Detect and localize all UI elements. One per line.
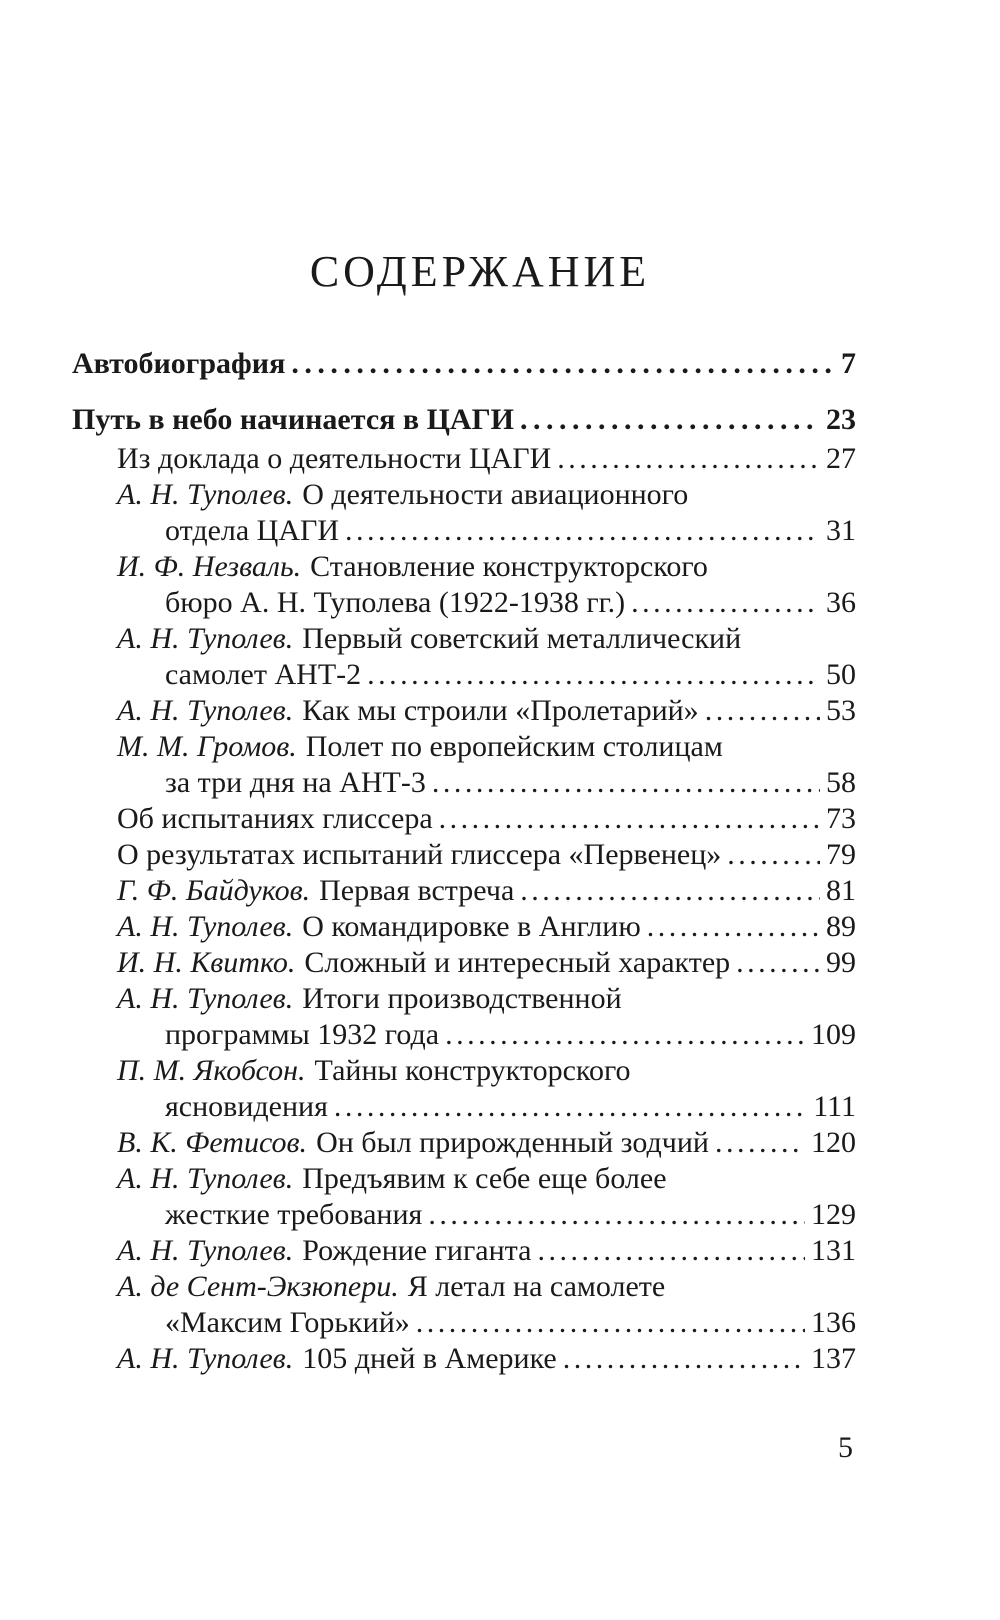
entry-title-text: «Максим Горький» [165, 1306, 410, 1339]
entry-title-text: Первая встреча [319, 874, 515, 907]
entry-page-number: 58 [826, 766, 856, 799]
toc-entry [117, 945, 856, 981]
entry-title-text: Тайны конструкторского [314, 1054, 631, 1087]
entry-title-text: отдела ЦАГИ [165, 514, 340, 547]
entry-page-number: 27 [826, 442, 856, 475]
entry-author: И. Ф. Незваль. [117, 550, 302, 583]
entry-first-line [117, 477, 856, 513]
dot-leader [563, 1341, 805, 1377]
entry-author: А. Н. Туполев. [117, 1342, 294, 1375]
entry-title-text: Он был прирожденный зодчий [316, 1126, 709, 1159]
entry-title-text: бюро А. Н. Туполева (1922-1938 гг.) [165, 586, 626, 619]
entry-title-text: О командировке в Англию [302, 910, 641, 943]
entry-page-number: 99 [826, 946, 856, 979]
entry-title-text: Становление конструкторского [310, 550, 708, 583]
entry-page-number: 137 [811, 1342, 856, 1375]
entry-continuation-line [117, 1089, 856, 1125]
entry-first-line [117, 801, 856, 837]
dot-leader [715, 1125, 805, 1161]
section-page-number: 23 [826, 403, 856, 436]
toc-entry [117, 441, 856, 477]
entry-page-number: 120 [811, 1126, 856, 1159]
dot-leader [291, 343, 835, 385]
entry-first-line [117, 693, 856, 729]
entry-first-line [117, 549, 856, 585]
toc-entry [117, 1233, 856, 1269]
entry-first-line [117, 441, 856, 477]
page-title: СОДЕРЖАНИЕ [309, 247, 651, 296]
entry-first-line [117, 837, 856, 873]
entry-author: А. Н. Туполев. [117, 622, 294, 655]
entry-page-number: 36 [826, 586, 856, 619]
entry-author: А. Н. Туполев. [117, 982, 294, 1015]
entry-author: И. Н. Квитко. [117, 946, 296, 979]
entry-continuation-line [117, 1197, 856, 1233]
toc-entry [117, 477, 856, 549]
entry-title-text: Рождение гиганта [302, 1234, 532, 1267]
entry-first-line [117, 621, 856, 657]
entry-author: Г. Ф. Байдуков. [117, 874, 311, 907]
entry-page-number: 129 [811, 1198, 856, 1231]
section-heading [72, 399, 856, 441]
entry-title-text: 105 дней в Америке [302, 1342, 557, 1375]
entry-author: А. де Сент-Экзюпери. [117, 1270, 399, 1303]
entry-page-number: 73 [826, 802, 856, 835]
entry-first-line [117, 1125, 856, 1161]
entry-title-text: Как мы строили «Пролетарий» [302, 694, 699, 727]
toc-entry [117, 549, 856, 621]
entry-title-text: жесткие требования [165, 1198, 423, 1231]
entry-author: А. Н. Туполев. [117, 694, 294, 727]
entry-title-text: программы 1932 года [165, 1018, 440, 1051]
dot-leader [727, 837, 820, 873]
entry-title-text: Об испытаниях глиссера [117, 802, 433, 835]
toc-entry [117, 1053, 856, 1125]
entry-first-line [117, 909, 856, 945]
dot-leader [439, 801, 820, 837]
dot-leader [428, 1197, 805, 1233]
dot-leader [520, 873, 820, 909]
entry-continuation-line [117, 1017, 856, 1053]
entry-author: А. Н. Туполев. [117, 910, 294, 943]
entry-title-text: Итоги производственной [302, 982, 622, 1015]
entry-first-line [117, 945, 856, 981]
toc-section [72, 343, 856, 385]
entry-continuation-line [117, 585, 856, 621]
toc-entry [117, 729, 856, 801]
toc-entry [117, 1269, 856, 1341]
entry-title-text: Из доклада о деятельности ЦАГИ [117, 442, 552, 475]
toc-entry [117, 873, 856, 909]
dot-leader [736, 945, 820, 981]
entry-author: В. К. Фетисов. [117, 1126, 308, 1159]
dot-leader [557, 441, 820, 477]
entry-page-number: 31 [826, 514, 856, 547]
dot-leader [705, 693, 820, 729]
entry-title-text: Первый советский металлический [302, 622, 742, 655]
entry-continuation-line [117, 513, 856, 549]
toc-entry [117, 1125, 856, 1161]
entry-page-number: 50 [826, 658, 856, 691]
entry-continuation-line [117, 657, 856, 693]
section-heading [72, 343, 856, 385]
entry-page-number: 53 [826, 694, 856, 727]
entry-author: А. Н. Туполев. [117, 478, 294, 511]
entry-page-number: 81 [826, 874, 856, 907]
entry-title-text: Сложный и интересный характер [304, 946, 731, 979]
entry-author: А. Н. Туполев. [117, 1162, 294, 1195]
entry-continuation-line [117, 1305, 856, 1341]
entry-first-line [117, 1233, 856, 1269]
toc-entry [117, 621, 856, 693]
entry-author: П. М. Якобсон. [117, 1054, 306, 1087]
dot-leader [537, 1233, 805, 1269]
dot-leader [416, 1305, 805, 1341]
section-title: Путь в небо начинается в ЦАГИ [72, 403, 515, 436]
entry-page-number: 109 [811, 1018, 856, 1051]
section-page-number: 7 [841, 347, 856, 380]
entry-page-number: 79 [826, 838, 856, 871]
toc-entry [117, 837, 856, 873]
table-of-contents [72, 343, 856, 1391]
entry-page-number: 131 [811, 1234, 856, 1267]
entry-first-line [117, 1053, 856, 1089]
entry-first-line [117, 1269, 856, 1305]
entry-title-text: О деятельности авиационного [302, 478, 689, 511]
entry-title-text: Предъявим к себе еще более [302, 1162, 667, 1195]
dot-leader [334, 1089, 807, 1125]
toc-entry [117, 693, 856, 729]
entry-page-number: 89 [826, 910, 856, 943]
toc-entry [117, 1161, 856, 1233]
entry-page-number: 111 [813, 1090, 856, 1123]
entry-first-line [117, 1161, 856, 1197]
dot-leader [432, 765, 820, 801]
entry-author: А. Н. Туполев. [117, 1234, 294, 1267]
dot-leader [367, 657, 820, 693]
entry-first-line [117, 873, 856, 909]
toc-entry [117, 909, 856, 945]
dot-leader [520, 399, 820, 441]
entry-title-text: О результатах испытаний глиссера «Первенец» [117, 838, 722, 871]
toc-section [72, 399, 856, 1377]
entry-title-text: за три дня на АНТ-3 [165, 766, 426, 799]
dot-leader [647, 909, 820, 945]
page-number: 5 [838, 1431, 853, 1464]
entry-title-text: ясновидения [165, 1090, 328, 1123]
entry-title-text: самолет АНТ-2 [165, 658, 362, 691]
toc-entry [117, 981, 856, 1053]
entry-first-line [117, 1341, 856, 1377]
dot-leader [445, 1017, 805, 1053]
entry-page-number: 136 [811, 1306, 856, 1339]
dot-leader [631, 585, 820, 621]
entry-title-text: Полет по европейским столицам [305, 730, 723, 763]
entry-author: М. М. Громов. [117, 730, 297, 763]
dot-leader [345, 513, 820, 549]
toc-entry [117, 1341, 856, 1377]
entry-title-text: Я летал на самолете [407, 1270, 666, 1303]
toc-entry [117, 801, 856, 837]
entry-first-line [117, 981, 856, 1017]
entry-first-line [117, 729, 856, 765]
entry-continuation-line [117, 765, 856, 801]
section-title: Автобиография [72, 347, 286, 380]
